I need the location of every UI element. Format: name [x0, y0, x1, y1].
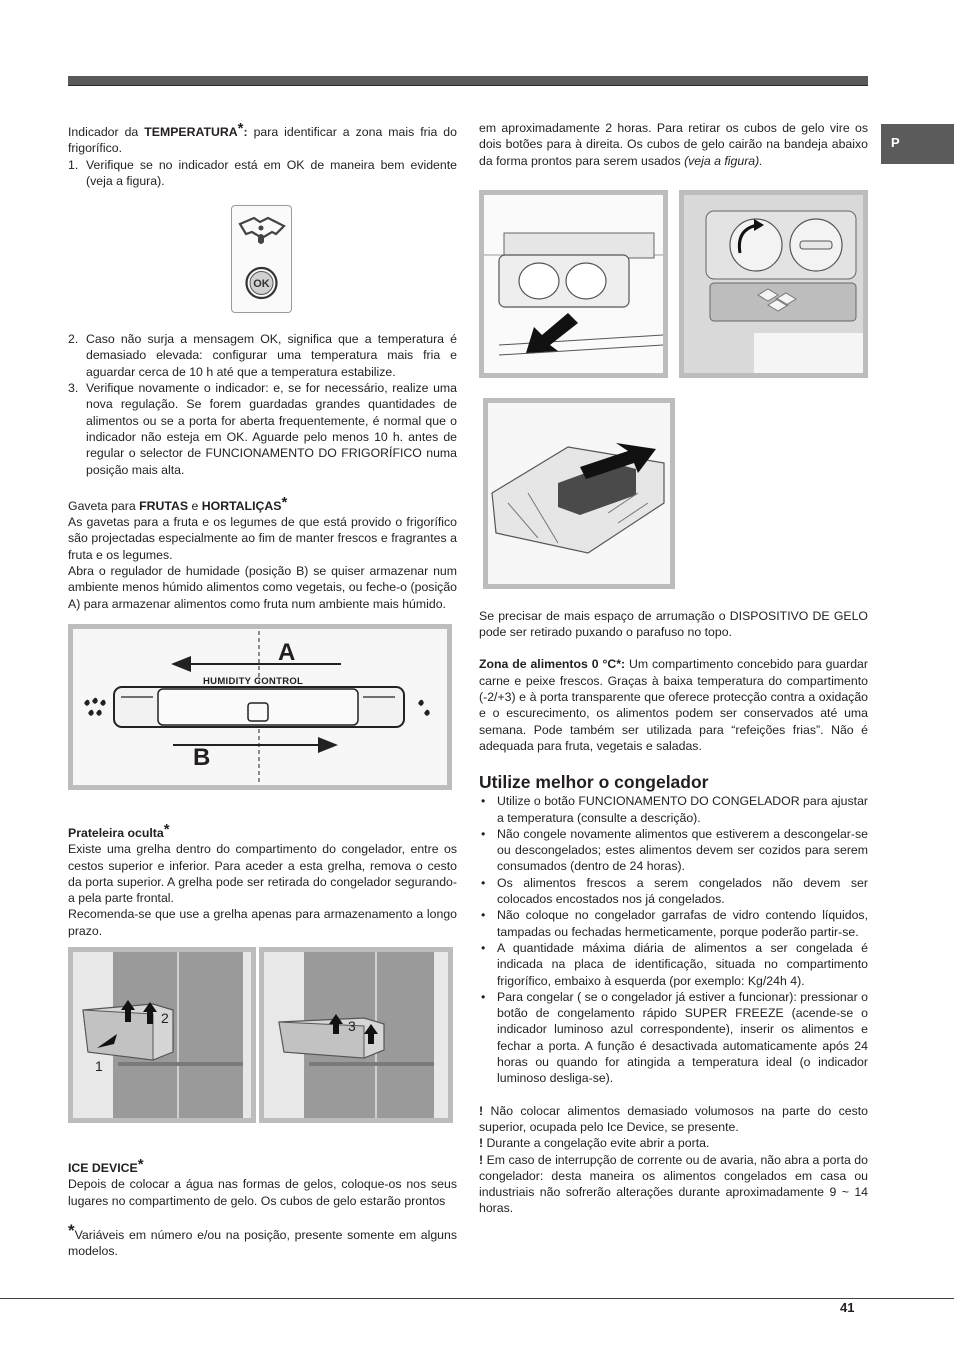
temperature-indicator-figure [231, 205, 292, 313]
step-label-3: 3 [348, 1018, 356, 1034]
list-item: • Utilize o botão FUNCIONAMENTO DO CONGELADOR para ajustar a temperatura (consulte a descrição). [479, 793, 868, 826]
ice-device-figure-1 [479, 190, 668, 378]
step-label-2: 2 [161, 1010, 169, 1026]
footer-rule [0, 1298, 954, 1299]
list-item: • Para congelar ( se o congelador já estiver a funcionar): pressionar o botão de congelamento rápido SUPER FREEZE (acende-se o indicador luminoso azul correspondente), inserir os alimentos e fechar a porta. A função é desactivada automaticamente após 24 horas ou quando for atingida a temperatura ideal (o indicador luminoso desliga-se). [479, 989, 868, 1087]
hidden-shelf-paragraph-1: Existe uma grelha dentro do compartimento do congelador, entre os cestos superior e inferior. Para aceder a esta grelha, remova o cesto da porta superior. A grelha pode ser retirada do congelador segurando-a pela parte frontal. [68, 842, 457, 906]
freezer-basket-figure-2 [259, 947, 453, 1123]
temperature-keyword: TEMPERATURA [144, 125, 238, 139]
warning-3: ! Em caso de interrupção de corrente ou de avaria, não abra a porta do congelador: desta maneira os alimentos congelados em casa ou industriais não sofrerão alterações durante aproximadamente 9 ~ 14 horas. [479, 1152, 868, 1216]
step-label-1: 1 [95, 1058, 103, 1074]
hidden-shelf-paragraph-2: Recomenda-se que use a grelha apenas para armazenamento a longo prazo. [68, 907, 457, 938]
drawer-paragraph-1: As gavetas para a fruta e os legumes de que está provido o frigorífico são projectadas especialmente ao fim de manter frescos e fragrantes a fruta e os legumes. [68, 515, 457, 562]
list-item: • A quantidade máxima diária de alimentos a ser congelada é indicada na placa de identificação, situada no compartimento frigorífico, embaixo à esquerda (por exemplo: Kg/24h 4). [479, 940, 868, 989]
temperature-steps-cont [68, 331, 457, 478]
ice-device-figure-2 [679, 190, 868, 378]
header-rule [68, 76, 868, 86]
list-item: • Não coloque no congelador garrafas de vidro contendo líquidos, tampadas ou fechadas hermeticamente, porque poderão partir-se. [479, 907, 868, 940]
warning-1: ! Não colocar alimentos demasiado volumosos na parte do cesto superior, ocupada pelo Ice Device, se presente. [479, 1103, 868, 1134]
ice-device-paragraph: Depois de colocar a água nas formas de gelos, coloque-os nos seus lugares no compartimento de gelo. Os cubos de gelo estarão prontos [68, 1177, 457, 1208]
freezer-tips-list [479, 793, 868, 1086]
list-item: • Os alimentos frescos a serem congelados não devem ser colocados encostados nos já congelados. [479, 875, 868, 908]
temperature-step: 3. Verifique novamente o indicador: e, se for necessário, realize uma nova regulação. Se forem guardadas grandes quantidades de alimentos ou se a porta for aberta frequentemente, é normal que o indicador não esteja em OK. Aguarde pelo menos 10 h. antes de regular o selector de FUNCIONAMENTO DO FRIGORÍFICO numa posição mais alta. [68, 381, 457, 477]
hidden-shelf-title: Prateleira oculta* [68, 820, 170, 840]
freezer-heading: Utilize melhor o congelador [479, 772, 709, 793]
list-item: • Não congele novamente alimentos que estiverem a descongelar-se ou descongelados; estes alimentos devem ser cozidos para serem consumados (dentro de 24 horas). [479, 826, 868, 875]
temperature-step: 1. Verifique se no indicador está em OK de maneira bem evidente (veja a figura). [68, 157, 457, 188]
language-tab: P [881, 124, 954, 164]
ice-device-removal-figure [483, 398, 675, 589]
warning-2: ! Durante a congelação evite abrir a porta. [479, 1136, 710, 1151]
footnote: *Variáveis em número e/ou na posição, presente somente em alguns modelos. [68, 1220, 457, 1259]
drawer-title: Gaveta para FRUTAS e HORTALIÇAS* [68, 493, 288, 513]
temperature-step: 2. Caso não surja a mensagem OK, significa que a temperatura é demasiado elevada: configurar uma temperatura mais fria e aguardar cerca de 10 h até que a temperatura estabilize. [68, 332, 457, 379]
temperature-indicator-icon [232, 206, 291, 312]
zero-degree-zone: Zona de alimentos 0 °C*: Um compartimento concebido para guardar carne e peixe frescos. Graças à baixa temperatura do compartimento (-2/+3) e à porta transparente que oferece protecção contra a oxidação e o escurecimento, os alimentos podem ser conservados até uma semana. Pode também ser utilizada para “refeições frias”. Não é adequada para fruta, vegetais e saladas. [479, 657, 868, 753]
humidity-control-figure [68, 624, 452, 790]
position-a-label: A [278, 639, 296, 666]
ice-device-title: ICE DEVICE* [68, 1156, 144, 1176]
ice-device-continued: em aproximadamente 2 horas. Para retirar os cubos de gelo vire os dois botões para à direita. Os cubos de gelo cairão na bandeja abaixo da forma prontos para serem usados (veja a figura). [479, 121, 868, 168]
ice-device-removal: Se precisar de mais espaço de arrumação o DISPOSITIVO DE GELO pode ser retirado puxando o parafuso no topo. [479, 608, 868, 640]
position-b-label: B [193, 744, 211, 771]
humidity-control-label: HUMIDITY CONTROL [203, 676, 304, 687]
drawer-paragraph-2: Abra o regulador de humidade (posição B) se quiser armazenar num ambiente menos húmido alimentos como vegetais, ou feche-o (posição A) para armazenar alimentos como fruta num ambiente mais húmido. [68, 564, 457, 611]
ok-label: OK [253, 278, 270, 290]
temperature-intro: Indicador da TEMPERATURA*: para identificar a zona mais fria do frigorífico. [68, 120, 457, 156]
freezer-basket-figure-1 [68, 947, 256, 1123]
temperature-steps [68, 157, 457, 190]
page-number: 41 [840, 1300, 855, 1315]
